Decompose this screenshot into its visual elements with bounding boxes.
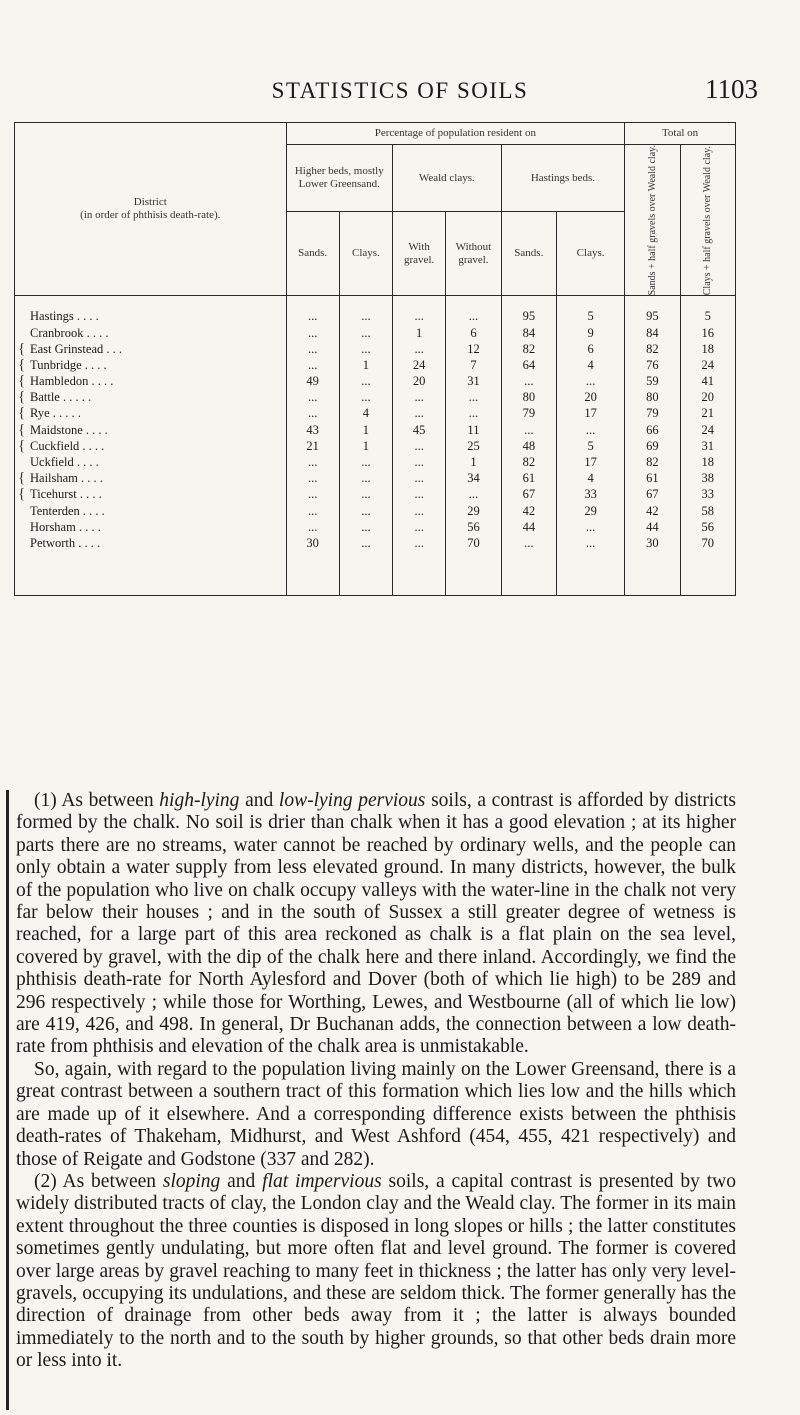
district-name: Maidstone . . . .	[30, 422, 108, 437]
district-name: Hambledon . . . .	[30, 374, 114, 389]
page-number: 1103	[705, 74, 758, 104]
table-cell: 79	[646, 406, 659, 421]
table-cell: ...	[414, 309, 424, 324]
table-cell	[18, 519, 283, 535]
table-cell: ...	[414, 341, 424, 356]
table-cell: 24	[701, 422, 715, 437]
table-cell: 82	[646, 455, 659, 470]
body-text	[16, 790, 736, 1373]
district-name: Ticehurst . . . .	[30, 487, 102, 502]
table-cell: 18	[701, 455, 715, 470]
table-cell: 20	[701, 390, 715, 405]
total-header: Total on	[625, 123, 736, 145]
table-cell: ...	[361, 374, 371, 389]
table-cell: ...	[307, 487, 318, 502]
table-cell	[18, 422, 283, 438]
table-cell: ...	[468, 487, 479, 502]
paragraph-clays: (2) As between sloping and flat impervious soils, a capital contrast is presented by two widely distributed tracts of clay, the London clay and the Weald clay. The former in its main extent throughout the three counties is disposed in long slopes or hills ; the latter constitutes sometimes gently undulating, but more often flat and level ground. The former is covered over large areas by gravel reaching to many feet in thickness ; the latter has only very level-gravels, occupying its undulations, and these are seldom thick. The former generally has the direction of drainage from other beds away from it ; the latter is always bounded immediately to the north and to the south by higher grounds, so that other beds drain more or less into it.	[16, 1170, 736, 1372]
table-cell: ...	[524, 374, 534, 389]
hastings-header: Hastings beds.	[501, 145, 625, 212]
table-cell: 5	[587, 438, 594, 453]
table-cell: ...	[361, 535, 371, 550]
weald-header: Weald clays.	[393, 145, 502, 212]
table-cell: 11	[467, 422, 480, 437]
table-cell: ...	[307, 325, 318, 340]
district-name: Cranbrook . . . .	[30, 325, 109, 340]
table-cell: 33	[701, 487, 715, 502]
table-cell: ...	[307, 455, 318, 470]
table-cell: 1	[470, 455, 477, 470]
h-clays-column	[557, 296, 625, 596]
table-cell: ...	[361, 519, 371, 534]
table-cell: 30	[646, 535, 659, 550]
table-cell: ...	[361, 455, 371, 470]
brace-mark: {	[18, 437, 26, 454]
table-cell: ...	[585, 535, 596, 550]
table-cell: 21	[701, 406, 715, 421]
table-cell: 67	[646, 487, 659, 502]
h-clays-header: Clays.	[557, 212, 625, 296]
table-cell: 4	[362, 406, 370, 421]
table-cell: 20	[584, 390, 597, 405]
table-cell	[18, 357, 283, 373]
without-gravel-header: Without gravel.	[446, 212, 501, 296]
lower-greensand-header: Higher beds, mostly Lower Greensand.	[286, 145, 392, 212]
table-cell: 42	[646, 503, 659, 518]
table-cell: 41	[701, 374, 715, 389]
table-cell: 34	[467, 471, 480, 486]
brace-mark: {	[18, 389, 26, 406]
district-name: Horsham . . . .	[30, 519, 101, 534]
table-cell: 7	[470, 357, 477, 372]
table-cell: 80	[522, 390, 536, 405]
table-cell	[18, 535, 283, 551]
table-cell: ...	[585, 374, 596, 389]
brace-mark: {	[18, 405, 26, 422]
table-cell: 12	[467, 341, 480, 356]
table-cell	[18, 308, 283, 324]
table-cell: 24	[412, 357, 426, 372]
table-cell: 38	[701, 471, 715, 486]
table-cell: ...	[307, 503, 318, 518]
table-cell: 95	[646, 309, 659, 324]
table-cell: ...	[414, 390, 424, 405]
table-cell: 49	[306, 374, 319, 389]
table-cell: 76	[646, 357, 659, 372]
table-cell: 5	[587, 309, 594, 324]
table-cell	[18, 454, 283, 470]
table-cell: 69	[646, 438, 659, 453]
table-cell	[18, 405, 283, 421]
table-cell: 17	[584, 455, 597, 470]
table-cell: 9	[587, 325, 594, 340]
table-cell	[18, 373, 283, 389]
table-cell: 6	[470, 325, 477, 340]
table-cell	[18, 438, 283, 454]
with-gravel-column	[393, 296, 446, 596]
table-cell: 82	[646, 341, 659, 356]
table-cell: 44	[522, 519, 536, 534]
table-cell: 45	[412, 422, 426, 437]
table-cell: ...	[361, 309, 371, 324]
table-cell: 31	[701, 438, 715, 453]
margin-rule	[6, 790, 9, 1410]
table-cell: 84	[646, 325, 659, 340]
paragraph-greensand: So, again, with regard to the population living mainly on the Lower Greensand, there is a great contrast between a southern tract of this formation which lies low and the hills which are made up of it elsewhere. And a corresponding difference exists between the phthisis death-rates of Thakeham, Midhurst, and West Ashford (454, 455, 421 respectively) and those of Reigate and Godstone (337 and 282).	[16, 1058, 736, 1170]
table-cell	[18, 341, 283, 357]
table-cell: ...	[361, 390, 371, 405]
table-cell: 33	[584, 487, 597, 502]
table-cell: ...	[361, 487, 371, 502]
table-cell	[18, 470, 283, 486]
table-cell: 4	[587, 471, 594, 486]
table-cell: 17	[584, 406, 597, 421]
table-cell: ...	[414, 503, 424, 518]
district-name: Battle . . . . .	[30, 390, 92, 405]
table-cell: 82	[522, 341, 536, 356]
table-cell: ...	[524, 535, 534, 550]
lg-clays-header: Clays.	[339, 212, 392, 296]
table-cell: ...	[585, 422, 596, 437]
table-cell: ...	[414, 487, 424, 502]
table-cell: 42	[522, 503, 536, 518]
table-cell: 21	[306, 438, 319, 453]
table-cell: 70	[701, 535, 715, 550]
without-gravel-column	[446, 296, 501, 596]
table-cell: ...	[361, 471, 371, 486]
table-cell: ...	[468, 406, 479, 421]
table-cell: 58	[701, 503, 715, 518]
table-cell: 67	[522, 487, 536, 502]
total-clays-column	[680, 296, 735, 596]
table-cell: 43	[306, 422, 319, 437]
table-cell: 1	[362, 438, 370, 453]
district-name: Petworth . . . .	[30, 535, 101, 550]
table-cell: 61	[646, 471, 659, 486]
table-cell: 80	[646, 390, 659, 405]
page-header	[0, 70, 800, 110]
table-cell: 29	[467, 503, 480, 518]
district-header: District (in order of phthisis death-rate).	[15, 123, 287, 296]
table-cell: ...	[307, 309, 318, 324]
table-cell	[18, 389, 283, 405]
total-clays-header: Clays + half gravels over Weald clay.	[680, 145, 735, 296]
lg-sands-header: Sands.	[286, 212, 339, 296]
table-cell: 66	[646, 422, 659, 437]
district-name: Tunbridge . . . .	[30, 357, 107, 372]
table-cell: 79	[522, 406, 536, 421]
table-cell: 48	[522, 438, 536, 453]
district-name: East Grinstead . . .	[30, 341, 122, 356]
table-cell: 61	[522, 471, 536, 486]
table-cell: 16	[701, 325, 715, 340]
table-cell: ...	[361, 341, 371, 356]
table-cell: 64	[522, 357, 536, 372]
table-cell: 56	[467, 519, 480, 534]
brace-mark: {	[18, 373, 26, 390]
district-name: Hailsham . . . .	[30, 471, 103, 486]
table-cell: 20	[412, 374, 426, 389]
table-cell: ...	[361, 503, 371, 518]
table-cell: ...	[307, 390, 318, 405]
table-cell: 82	[522, 455, 536, 470]
table-cell: 59	[646, 374, 659, 389]
table-cell: 4	[587, 357, 594, 372]
table-cell: 84	[522, 325, 536, 340]
brace-mark: {	[18, 340, 26, 357]
table-cell: ...	[307, 519, 318, 534]
table-cell: 44	[646, 519, 659, 534]
soils-table	[14, 122, 736, 596]
table-cell: ...	[307, 357, 318, 372]
table-cell	[18, 325, 283, 341]
h-sands-header: Sands.	[501, 212, 556, 296]
table-cell: 6	[587, 341, 594, 356]
table-cell: ...	[307, 406, 318, 421]
table-cell: 24	[701, 357, 715, 372]
brace-mark: {	[18, 470, 26, 487]
district-name: Uckfield . . . .	[30, 455, 99, 470]
district-column	[15, 296, 287, 596]
table-cell: ...	[414, 519, 424, 534]
table-cell: ...	[524, 422, 534, 437]
brace-mark: {	[18, 421, 26, 438]
district-name: Hastings . . . .	[30, 309, 99, 324]
table-cell: 29	[584, 503, 597, 518]
table-cell: ...	[585, 519, 596, 534]
table-cell: 25	[467, 438, 480, 453]
table-cell: 5	[704, 309, 711, 324]
table-cell: 56	[701, 519, 715, 534]
table-cell: 70	[467, 535, 480, 550]
table-cell: ...	[307, 471, 318, 486]
percentage-header: Percentage of population resident on	[286, 123, 625, 145]
table-cell	[18, 503, 283, 519]
running-title: STATISTICS OF SOILS	[271, 78, 529, 103]
table-cell: 31	[467, 374, 480, 389]
table-cell: ...	[307, 341, 318, 356]
table-cell: ...	[414, 535, 424, 550]
table-cell: ...	[414, 438, 424, 453]
brace-mark: {	[18, 356, 26, 373]
table-cell: ...	[414, 455, 424, 470]
table-cell: 1	[416, 325, 423, 340]
table-cell: 18	[701, 341, 715, 356]
table-cell: ...	[468, 309, 479, 324]
lg-sands-column	[286, 296, 339, 596]
paragraph-chalk: (1) As between high-lying and low-lying pervious soils, a contrast is afforded by districts formed by the chalk. No soil is drier than chalk when it has a good elevation ; at its higher parts there are no streams, water cannot be reached by ordinary wells, and the people can only obtain a water supply from less elevated ground. In many districts, however, the bulk of the population who live on chalk occupy valleys with the water-line in the chalk not very far below their houses ; and in the south of Sussex a still greater degree of wetness is reached, for a large part of this area reckoned as chalk is a flat plain on the sea level, covered by gravel, with the dip of the chalk here and there inland. Accordingly, we find the phthisis death-rate for North Aylesford and Dover (both of which lie high) to be 289 and 296 respectively ; while those for Worthing, Lewes, and Westbourne (all of which lie low) are 419, 426, and 498. In general, Dr Buchanan adds, the connection between a low death-rate from phthisis and elevation of the chalk area is unmistakable.	[16, 790, 736, 1058]
table-cell: 1	[362, 357, 370, 372]
table-cell	[18, 486, 283, 502]
table-cell: ...	[468, 390, 479, 405]
district-name: Cuckfield . . . .	[30, 438, 105, 453]
table-cell: ...	[361, 325, 371, 340]
brace-mark: {	[18, 486, 26, 503]
district-name: Tenterden . . . .	[30, 503, 105, 518]
with-gravel-header: With gravel.	[393, 212, 446, 296]
h-sands-column	[501, 296, 556, 596]
district-name: Rye . . . . .	[30, 406, 81, 421]
table-cell: 30	[306, 535, 319, 550]
lg-clays-column	[339, 296, 392, 596]
table-cell: ...	[414, 471, 424, 486]
table-cell: 95	[522, 309, 536, 324]
table-cell: 1	[362, 422, 370, 437]
total-sands-column	[625, 296, 680, 596]
total-sands-header: Sands + half gravels over Weald clay.	[625, 145, 680, 296]
table-cell: ...	[414, 406, 424, 421]
